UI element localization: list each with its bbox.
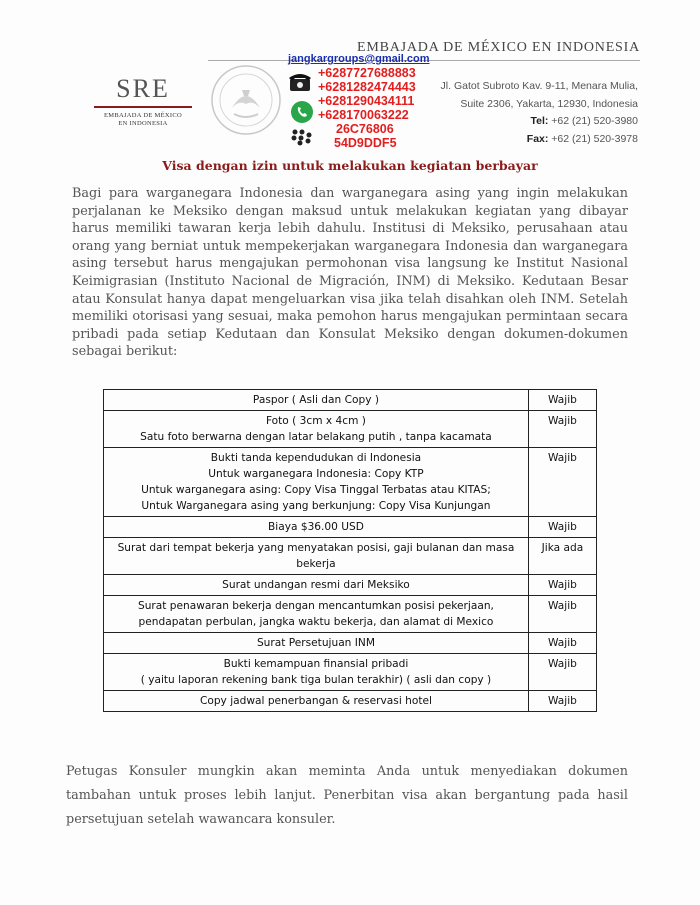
promo-email[interactable]: jangkargroups@gmail.com <box>288 53 430 65</box>
promo-phone-3: +6281290434111 <box>318 94 415 108</box>
requirement-line: ( yaitu laporan rekening bank tiga bulan terakhir) ( asli dan copy ) <box>140 674 492 686</box>
requirement-description <box>104 390 529 411</box>
intro-paragraph: Bagi para warganegara Indonesia dan warganegara asing yang ingin melakukan perjalanan ke Meksiko dengan maksud untuk melakukan kegiatan yang dibayar harus memiliki tawaran kerja lebih dahulu. Institusi di Meksiko, perusahaan atau orang yang berniat untuk mempekerjakan warganegara Indonesia dan warganegara asing tersebut harus mengajukan permohonan visa langsung ke Institut Nasional Keimigrasian (Instituto Nacional de Migración, INM) di Meksiko. Kedutaan Besar atau Konsulat hanya dapat mengeluarkan visa jika telah disahkan oleh INM. Setelah memiliki otorisasi yang sesuai, maka pemohon harus mengajukan permintaan secara pribadi pada setiap Kedutaan dan Konsulat Meksiko dengan dokumen-dokumen sebagai berikut: <box>72 186 628 360</box>
requirement-line: bekerja <box>296 558 336 570</box>
requirement-description <box>104 691 529 712</box>
promo-pin-1: 26C76806 <box>336 122 394 136</box>
table-row <box>104 575 597 596</box>
footer-paragraph: Petugas Konsuler mungkin akan meminta Anda untuk menyediakan dokumen tambahan untuk proses lebih lanjut. Penerbitan visa akan bergantung pada hasil persetujuan setelah wawancara konsuler. <box>66 764 628 827</box>
embassy-title: EMBAJADA DE MÉXICO EN INDONESIA <box>356 40 640 55</box>
promo-phone-1: +6287727688883 <box>318 66 416 80</box>
requirement-description <box>104 448 529 517</box>
requirement-status: Jika ada <box>528 538 596 575</box>
promo-phone-2: +6281282474443 <box>318 80 416 94</box>
requirement-line: Untuk warganegara Indonesia: Copy KTP <box>208 468 424 480</box>
table-row <box>104 691 597 712</box>
mexico-seal-icon <box>206 62 286 138</box>
table-row <box>104 517 597 538</box>
requirement-line: Surat undangan resmi dari Meksiko <box>222 579 410 591</box>
requirement-line: Untuk warganegara asing: Copy Visa Tinggal Terbatas atau KITAS; <box>141 484 491 496</box>
requirement-status: Wajib <box>528 411 596 448</box>
requirement-status: Wajib <box>528 633 596 654</box>
table-row <box>104 538 597 575</box>
table-row <box>104 633 597 654</box>
table-row <box>104 596 597 633</box>
requirement-description <box>104 517 529 538</box>
requirement-line: Paspor ( Asli dan Copy ) <box>252 394 379 406</box>
table-row <box>104 390 597 411</box>
address-line-2: Suite 2306, Yakarta, 12930, Indonesia <box>460 97 638 110</box>
sre-rule <box>94 106 192 108</box>
table-row <box>104 411 597 448</box>
table-row <box>104 654 597 691</box>
requirement-description <box>104 654 529 691</box>
sre-subtitle-1: EMBAJADA DE MÉXICO <box>104 112 182 119</box>
requirement-status: Wajib <box>528 575 596 596</box>
address-line-1: Jl. Gatot Subroto Kav. 9-11, Menara Mulia, <box>440 80 638 92</box>
promo-pin-2: 54D9DDF5 <box>334 136 397 150</box>
requirement-line: Bukti tanda kependudukan di Indonesia <box>210 452 422 464</box>
requirement-description <box>104 411 529 448</box>
requirement-line: Copy jadwal penerbangan & reservasi hotel <box>199 695 432 707</box>
sre-subtitle-2: EN INDONESIA <box>118 120 168 127</box>
requirement-line: Surat Persetujuan INM <box>256 637 375 649</box>
table-row <box>104 448 597 517</box>
requirement-line: Surat penawaran bekerja dengan mencantumkan posisi pekerjaan, <box>137 600 494 612</box>
requirement-line: Surat dari tempat bekerja yang menyatakan posisi, gaji bulanan dan masa <box>117 542 515 554</box>
requirement-status: Wajib <box>528 654 596 691</box>
requirement-status: Wajib <box>528 596 596 633</box>
requirement-status: Wajib <box>528 691 596 712</box>
requirement-line: Untuk Warganegara asing yang berkunjung: Copy Visa Kunjungan <box>141 500 491 512</box>
promo-contacts <box>288 52 428 150</box>
telephone: Tel: +62 (21) 520-3980 <box>530 115 638 127</box>
requirement-description <box>104 633 529 654</box>
promo-phone-4: +628170063222 <box>318 108 409 122</box>
embassy-address <box>441 78 638 148</box>
requirement-description <box>104 538 529 575</box>
requirement-status: Wajib <box>528 448 596 517</box>
requirement-description <box>104 575 529 596</box>
requirement-line: pendapatan perbulan, jangka waktu bekerja, dan alamat di Mexico <box>138 616 494 628</box>
requirement-status: Wajib <box>528 517 596 538</box>
sre-logo-block <box>88 74 198 128</box>
requirement-line: Biaya $36.00 USD <box>268 521 364 533</box>
requirement-status: Wajib <box>528 390 596 411</box>
fax: Fax: +62 (21) 520-3978 <box>526 132 638 145</box>
requirement-line: Satu foto berwarna dengan latar belakang putih , tanpa kacamata <box>140 431 492 443</box>
requirement-line: Bukti kemampuan finansial pribadi <box>223 658 409 670</box>
requirement-line: Foto ( 3cm x 4cm ) <box>265 415 366 427</box>
requirement-description <box>104 596 529 633</box>
sre-logo: SRE <box>116 74 170 103</box>
requirements-table <box>103 389 597 712</box>
document-title: Visa dengan izin untuk melakukan kegiatan berbayar <box>162 158 538 173</box>
